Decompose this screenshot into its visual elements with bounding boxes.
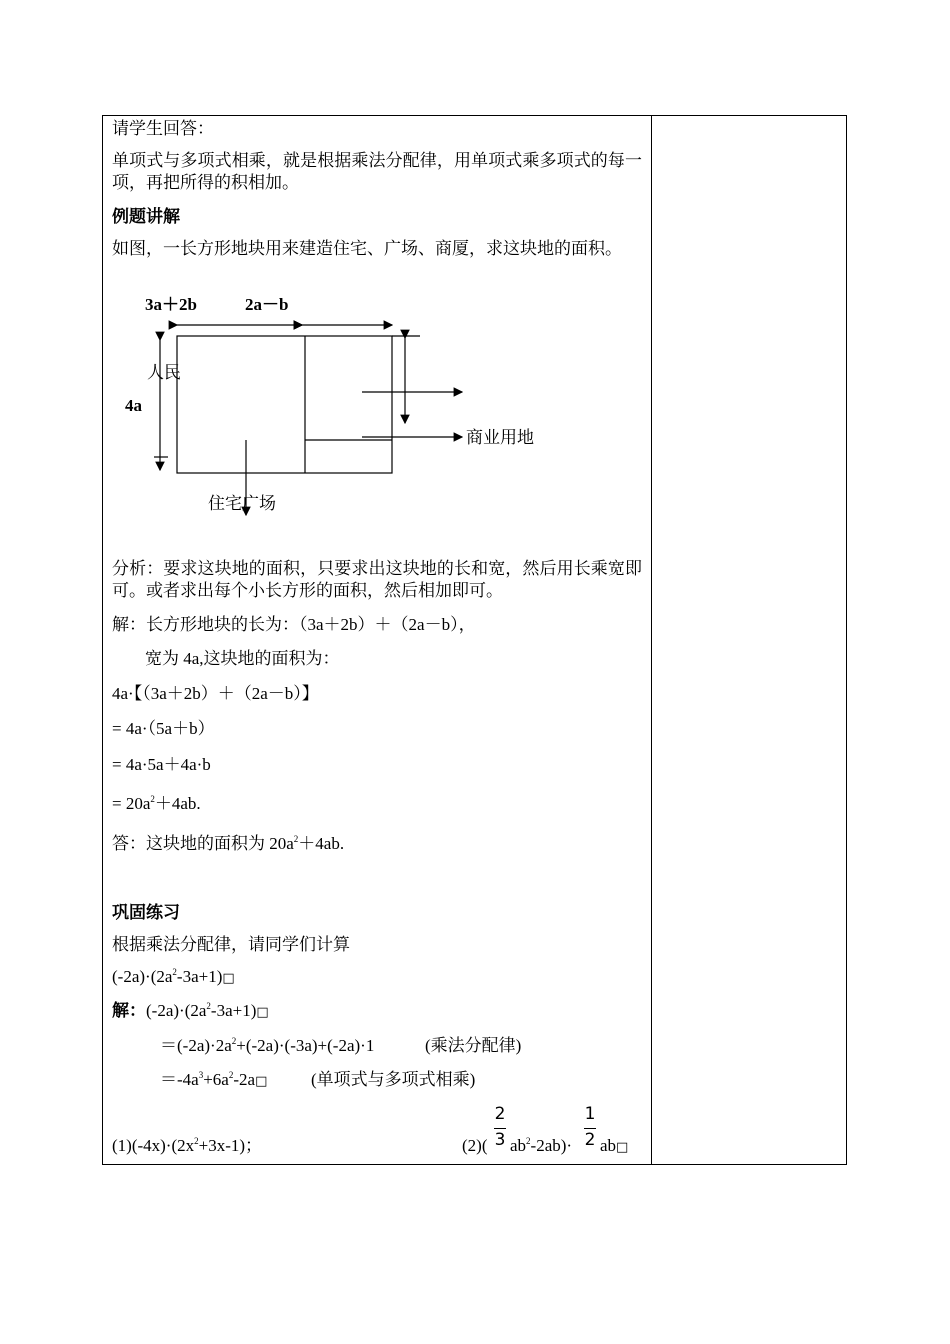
solution-line-1: 解：长方形地块的长为：（3a＋2b）＋（2a－b），	[112, 615, 476, 634]
student-prompt: 请学生回答：	[112, 119, 214, 138]
note-monomial-polynomial: (单项式与多项式相乘)	[311, 1070, 476, 1089]
fraction-one-half: 1 2	[584, 1104, 596, 1150]
example-heading: 例题讲解	[112, 207, 180, 226]
exercise-2-middle: $ab^2-2ab)\cdot$	[510, 1136, 573, 1155]
land-diagram	[112, 290, 572, 530]
label-right-width: 2a－b	[245, 295, 289, 314]
practice-solution-start: 解：$(-2a)\cdot(2a^2-3a+1)□$	[112, 1001, 269, 1020]
note-distributive: (乘法分配律)	[425, 1036, 522, 1055]
solution-step-2: = 4a·（5a＋b）	[112, 719, 215, 738]
label-residential-square: 住宅广场	[208, 494, 276, 513]
exercise-2-start: (2)(	[462, 1136, 488, 1155]
solution-step-3: = 4a·5a＋4a·b	[112, 755, 211, 774]
solution-step-1: 4a·【（3a＋2b）＋（2a－b）】	[112, 684, 319, 703]
exercise-2-end: ab□	[600, 1136, 629, 1155]
land-outer-rect	[177, 336, 392, 473]
example-problem: 如图，一长方形地块用来建造住宅、广场、商厦，求这块地的面积。	[112, 239, 622, 258]
label-renmin: 人民	[147, 363, 181, 382]
label-commercial: 商业用地	[466, 428, 534, 447]
label-left-width: 3a＋2b	[145, 295, 197, 314]
label-height: 4a	[125, 396, 142, 415]
exercise-1: $(1)(-4x)\cdot(2x^2+3x-1)$；	[112, 1136, 263, 1155]
practice-solution-line-1: $=(-2a)\cdot 2a^2+(-2a)\cdot(-3a)+(-2a)\cdot 1$	[160, 1036, 375, 1055]
rule-answer: 单项式与多项式相乘，就是根据乘法分配律，用单项式乘多项式的每一项，再把所得的积相加。	[112, 151, 642, 192]
practice-instruction: 根据乘法分配律，请同学们计算	[112, 935, 350, 954]
solution-step-4: = $20a^2+4ab$.	[112, 794, 201, 813]
analysis-text: 分析：要求这块地的面积，只要求出这块地的长和宽，然后用长乘宽即可。或者求出每个小长方形的面积，然后相加即可。	[112, 559, 642, 600]
practice-solution-line-2: $=-4a^3+6a^2-2a□$	[160, 1070, 268, 1089]
practice-expression: $(-2a)\cdot(2a^2-3a+1)□$	[112, 967, 235, 986]
solution-answer: 答：这块地的面积为 $20a^2+4ab$.	[112, 834, 345, 853]
solution-line-2: 宽为 4a,这块地的面积为：	[145, 649, 340, 668]
table-column-divider	[651, 115, 652, 1165]
fraction-two-thirds: 2 3	[494, 1104, 506, 1150]
practice-heading: 巩固练习	[112, 903, 180, 922]
